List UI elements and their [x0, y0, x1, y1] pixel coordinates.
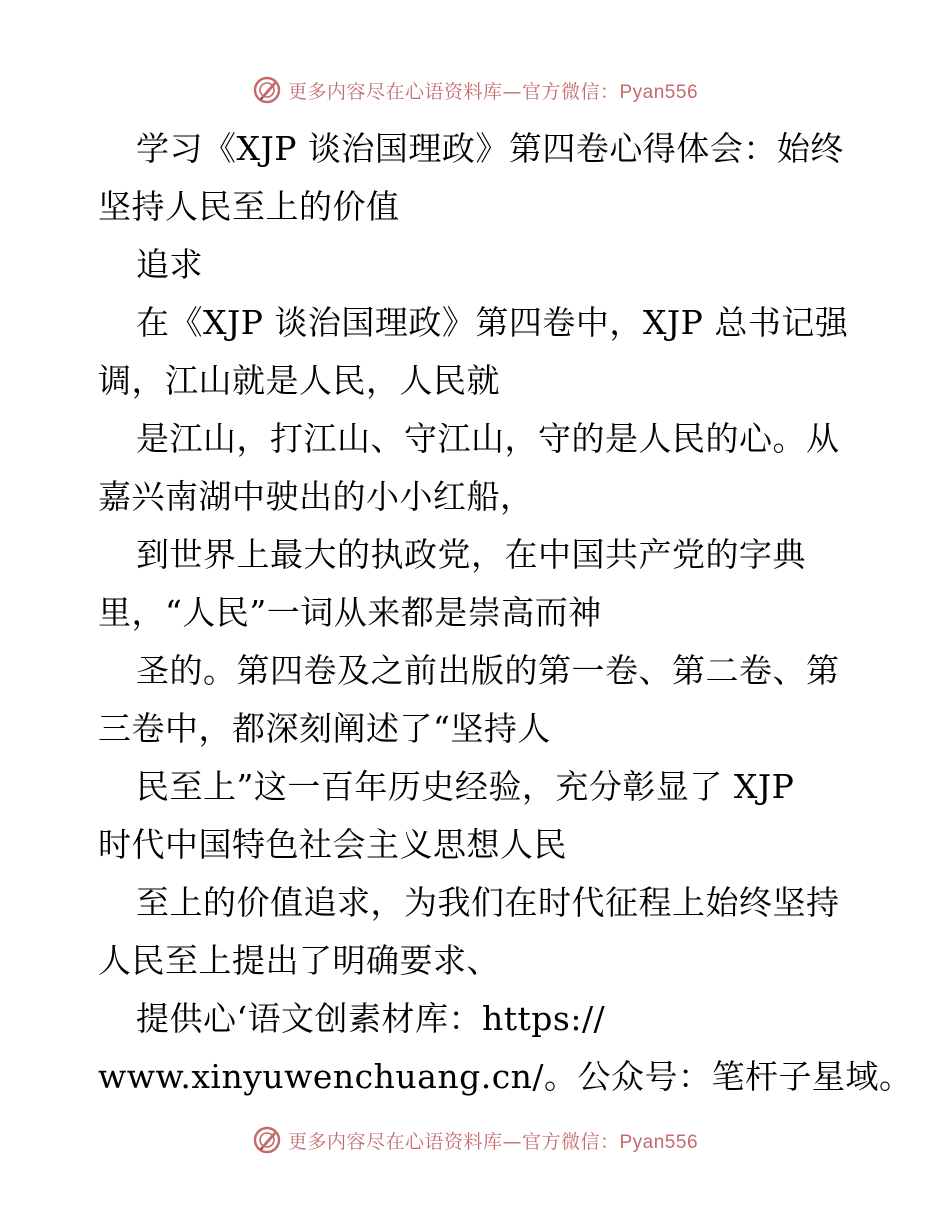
header-watermark [0, 70, 950, 110]
text-line: 是江山，打江山、守江山，守的是人民的心。从 [136, 419, 840, 458]
text-line: 在《XJP 谈治国理政》第四卷中，XJP 总书记强 [136, 303, 849, 342]
pen-emblem-icon [252, 1125, 282, 1155]
watermark-text [288, 77, 698, 104]
text-line: 调，江山就是人民，人民就 [98, 361, 500, 400]
text-line: 坚持人民至上的价值 [98, 187, 400, 226]
text-line: 嘉兴南湖中驶出的小小红船， [98, 477, 534, 516]
text-line: 人民至上提出了明确要求、 [98, 941, 500, 980]
footer-watermark [0, 1120, 950, 1160]
text-line: 提供心‘语文创素材库：https:// [136, 999, 606, 1038]
watermark-wechat-id: Pyan556 [619, 81, 699, 103]
text-line: www.xinyuwenchuang.cn/。公众号：笔杆子星域。 [98, 1057, 913, 1096]
text-line: 至上的价值追求，为我们在时代征程上始终坚持 [136, 883, 840, 922]
watermark-wechat-id: Pyan556 [619, 1131, 699, 1153]
document-body [98, 120, 913, 1106]
watermark-cn: 更多内容尽在心语资料库—官方微信： [287, 80, 620, 103]
text-line: 学习《XJP 谈治国理政》第四卷心得体会：始终 [136, 129, 844, 168]
text-line: 圣的。第四卷及之前出版的第一卷、第二卷、第 [136, 651, 840, 690]
text-line: 追求 [136, 245, 203, 284]
watermark-cn: 更多内容尽在心语资料库—官方微信： [287, 1130, 620, 1153]
watermark-text [288, 1127, 698, 1154]
text-line: 三卷中，都深刻阐述了“坚持人 [98, 709, 551, 748]
text-line: 到世界上最大的执政党，在中国共产党的字典 [136, 535, 806, 574]
text-line: 时代中国特色社会主义思想人民 [98, 825, 567, 864]
text-line: 里，“人民”一词从来都是崇高而神 [98, 593, 602, 632]
pen-emblem-icon [252, 75, 282, 105]
text-line: 民至上”这一百年历史经验，充分彰显了 XJP [136, 767, 795, 806]
